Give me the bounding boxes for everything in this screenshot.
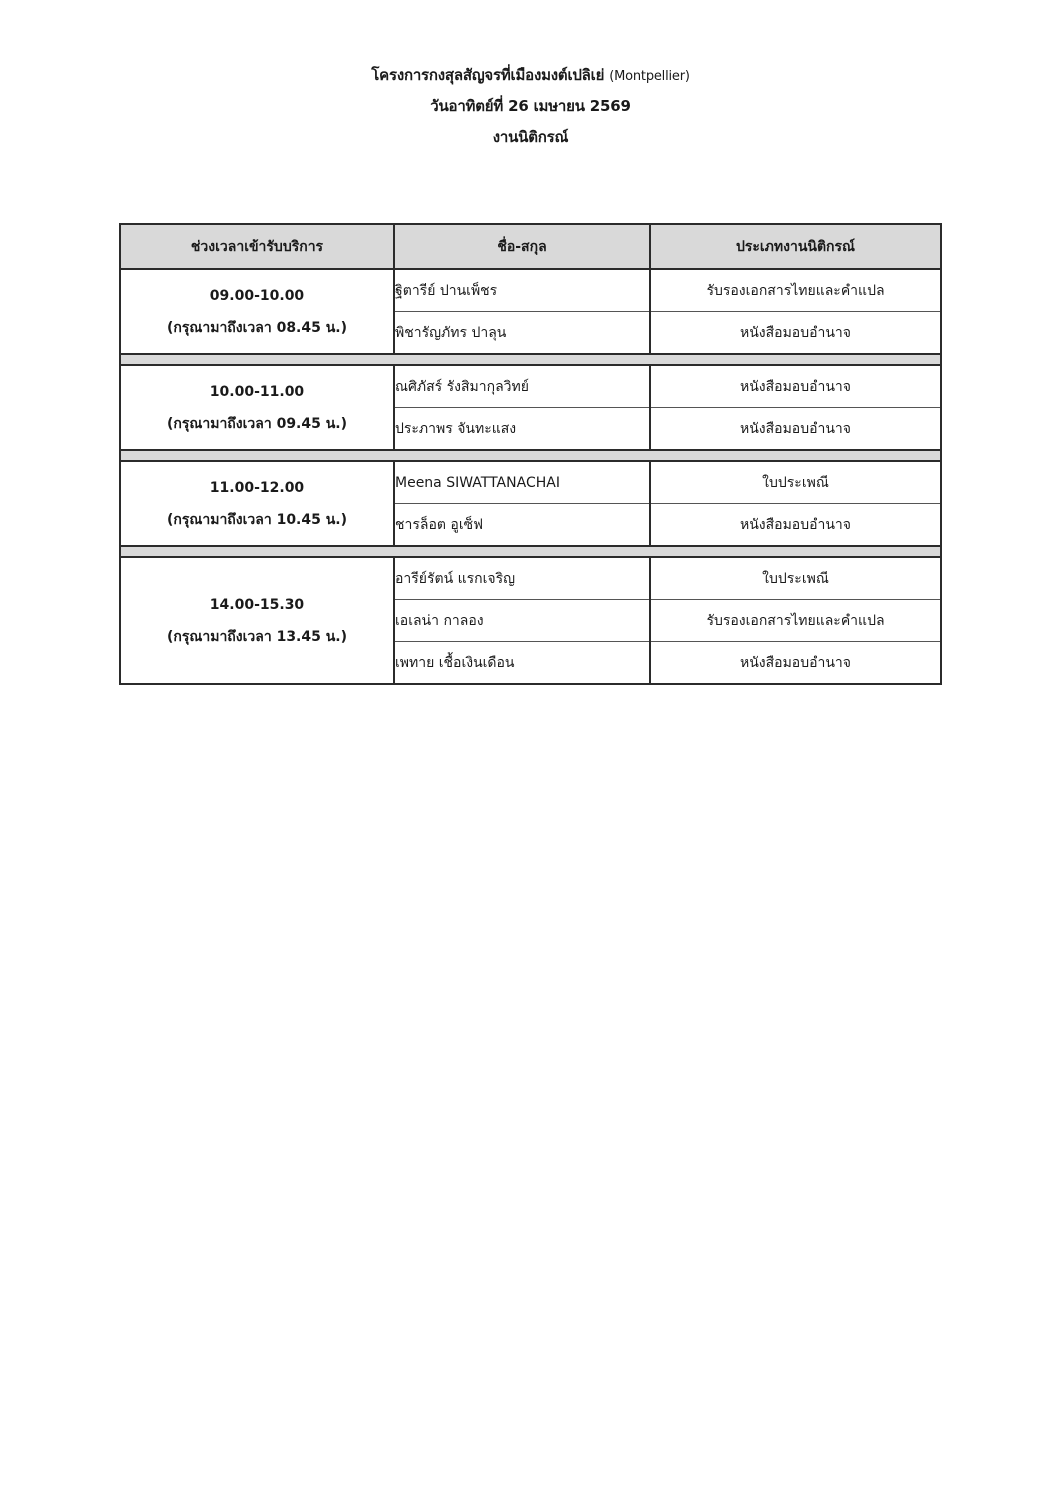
document-title-latin: (Montpellier): [609, 69, 690, 84]
slot-arrival-note: (กรุณามาถึงเวลา 10.45 น.): [166, 511, 348, 528]
service-type-cell: ใบประเพณี: [650, 557, 941, 600]
service-type-cell: หนังสือมอบอำนาจ: [650, 365, 941, 408]
name-cell: เพทาย เชื้อเงินเดือน: [394, 642, 650, 685]
document-title: [0, 66, 1061, 97]
document-title-thai: โครงการกงสุลสัญจรที่เมืองมงต์เปลิเย่: [371, 66, 605, 84]
slot-arrival-note: (กรุณามาถึงเวลา 09.45 น.): [166, 415, 348, 432]
group-separator: [120, 546, 941, 557]
table-row: [120, 269, 941, 312]
name-cell: เอเลน่า กาลอง: [394, 600, 650, 642]
column-header-service-type: ประเภทงานนิติกรณ์: [650, 224, 941, 269]
service-type-cell: รับรองเอกสารไทยและคำแปล: [650, 600, 941, 642]
time-slot-cell: [120, 557, 394, 684]
slot-time: 10.00-11.00: [209, 383, 305, 400]
name-cell: ประภาพร จันทะแสง: [394, 408, 650, 451]
document-date: วันอาทิตย์ที่ 26 เมษายน 2569: [430, 97, 631, 115]
separator-cell: [120, 546, 941, 557]
name-cell: ชารล็อต อูเซ็ฟ: [394, 504, 650, 547]
time-slot-cell: [120, 461, 394, 546]
service-type-cell: หนังสือมอบอำนาจ: [650, 642, 941, 685]
time-slot-cell: [120, 365, 394, 450]
document-header: [0, 66, 1061, 159]
group-separator: [120, 354, 941, 365]
separator-cell: [120, 450, 941, 461]
group-separator: [120, 450, 941, 461]
slot-time: 09.00-10.00: [209, 287, 305, 304]
document-subtitle: งานนิติกรณ์: [492, 128, 569, 146]
table-header-row: [120, 224, 941, 269]
service-type-cell: รับรองเอกสารไทยและคำแปล: [650, 269, 941, 312]
service-type-cell: หนังสือมอบอำนาจ: [650, 312, 941, 355]
name-cell: ณศิภัสร์ รังสิมากุลวิทย์: [394, 365, 650, 408]
service-type-cell: ใบประเพณี: [650, 461, 941, 504]
name-cell: ฐิตารีย์ ปานเพ็ชร: [394, 269, 650, 312]
table-row: [120, 365, 941, 408]
name-cell: Meena SIWATTANACHAI: [394, 461, 650, 504]
time-slot-cell: [120, 269, 394, 354]
service-type-cell: หนังสือมอบอำนาจ: [650, 504, 941, 547]
column-header-name: ชื่อ-สกุล: [394, 224, 650, 269]
table-row: [120, 461, 941, 504]
slot-time: 14.00-15.30: [209, 596, 305, 613]
name-cell: พิชารัญภัทร ปาลุน: [394, 312, 650, 355]
separator-cell: [120, 354, 941, 365]
table-row: [120, 557, 941, 600]
slot-time: 11.00-12.00: [209, 479, 305, 496]
slot-arrival-note: (กรุณามาถึงเวลา 08.45 น.): [166, 319, 348, 336]
column-header-time-slot: ช่วงเวลาเข้ารับบริการ: [120, 224, 394, 269]
name-cell: อารีย์รัตน์ แรกเจริญ: [394, 557, 650, 600]
service-type-cell: หนังสือมอบอำนาจ: [650, 408, 941, 451]
appointment-schedule-table: [119, 223, 942, 685]
slot-arrival-note: (กรุณามาถึงเวลา 13.45 น.): [166, 628, 348, 645]
